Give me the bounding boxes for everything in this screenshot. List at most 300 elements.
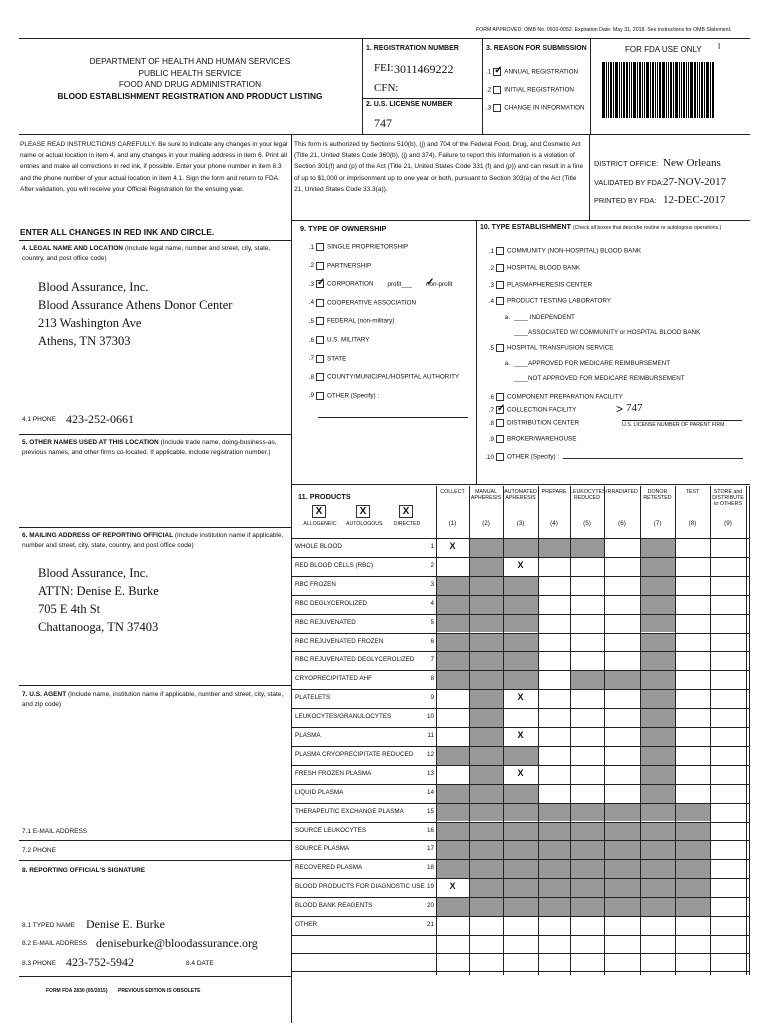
product-mark[interactable]: X <box>517 559 524 570</box>
product-row-line <box>291 765 750 766</box>
product-subtype-box[interactable]: X <box>356 505 370 518</box>
legal-address-line: Blood Assurance, Inc. <box>38 280 149 294</box>
validated-value: 27-NOV-2017 <box>663 176 727 188</box>
product-row-line <box>291 708 750 709</box>
products-na-cell <box>470 860 503 878</box>
product-row-label: PLASMA CRYOPRECIPITATE REDUCED <box>295 750 414 758</box>
ownership-item-number: .5 <box>308 318 314 326</box>
typed-name-value[interactable]: Denise E. Burke <box>86 917 165 931</box>
reason-item-label: INITIAL REGISTRATION <box>504 86 574 94</box>
establishment-item-number: .8 <box>488 419 494 427</box>
products-na-cell <box>470 634 503 652</box>
ownership-label: 9. TYPE OF OWNERSHIP <box>300 224 387 233</box>
ownership-item-number: .1 <box>308 243 314 251</box>
products-na-cell <box>470 558 503 576</box>
product-row-number: 7 <box>430 656 434 664</box>
products-na-cell <box>676 823 710 841</box>
product-row-number: 11 <box>427 732 434 739</box>
products-na-cell <box>504 879 538 897</box>
products-na-cell <box>605 804 640 822</box>
establishment-item-number: .10 <box>485 453 494 461</box>
products-na-cell <box>470 841 503 859</box>
ownership-item[interactable] <box>304 373 459 381</box>
products-na-cell <box>539 860 570 878</box>
official-email-value[interactable]: deniseburke@bloodassurance.org <box>96 936 258 950</box>
products-na-cell <box>605 671 640 689</box>
establishment-item-label: ____ASSOCIATED W/ COMMUNITY or HOSPITAL BLOOD BANK <box>514 329 701 336</box>
products-na-cell <box>470 671 503 689</box>
products-na-cell <box>605 841 640 859</box>
establishment-hint: (Check all boxes that describe routine or autologous operations.) <box>572 225 722 231</box>
products-na-cell <box>641 709 675 727</box>
products-na-cell <box>504 804 538 822</box>
ownership-checkbox[interactable] <box>316 392 324 400</box>
products-na-cell <box>437 860 469 878</box>
profit-option[interactable]: profit___ <box>387 280 412 288</box>
products-na-cell <box>437 898 469 916</box>
products-na-cell <box>504 860 538 878</box>
nonprofit-option[interactable]: non-profit ✓ <box>426 281 453 288</box>
products-na-cell <box>504 841 538 859</box>
product-row-label: RBC DEGLYCEROLIZED <box>295 599 367 607</box>
mailing-hint: (Include institution name if applicable, number and street, city, state, country, and post office code) <box>22 532 284 550</box>
fei-label: FEI: <box>374 62 394 74</box>
product-row-number: 8 <box>430 675 434 683</box>
products-na-cell <box>470 823 503 841</box>
enter-changes-notice: ENTER ALL CHANGES IN RED INK AND CIRCLE. <box>20 227 215 237</box>
product-row-number: 15 <box>426 807 434 815</box>
establishment-heading <box>480 224 721 231</box>
establishment-item-number: .3 <box>488 281 494 289</box>
reason-item-label: CHANGE IN INFORMATION <box>504 104 585 112</box>
product-row-number: 2 <box>430 561 434 569</box>
products-na-cell <box>504 747 538 765</box>
product-row-line <box>291 971 750 972</box>
product-row-number: 12 <box>426 750 434 758</box>
establishment-item[interactable] <box>500 314 575 321</box>
product-row-label: THERAPEUTIC EXCHANGE PLASMA <box>295 807 404 815</box>
reason-item-number: .2 <box>486 86 492 94</box>
reason-item[interactable] <box>486 104 585 112</box>
products-na-cell <box>437 804 469 822</box>
establishment-item[interactable] <box>484 419 579 427</box>
official-phone-value[interactable]: 423-752-5942 <box>66 955 134 969</box>
legal-address[interactable] <box>38 278 232 350</box>
product-row-number: 21 <box>426 921 434 928</box>
barcode-icon <box>602 62 715 118</box>
products-na-cell <box>470 652 503 670</box>
product-column-header: MANUAL APHERESIS <box>470 489 502 501</box>
establishment-item[interactable] <box>500 375 685 382</box>
products-na-cell <box>470 539 503 557</box>
form-number: FORM FDA 2830 (05/2015) <box>46 988 108 994</box>
ownership-item-label: CORPORATION <box>327 280 374 288</box>
product-row-label: FRESH FROZEN PLASMA <box>295 769 372 777</box>
dept-name: DEPARTMENT OF HEALTH AND HUMAN SERVICES <box>89 56 291 66</box>
product-row-number: 20 <box>426 902 434 910</box>
legal-name-hint: (Include legal name, number and street, city, state, country, and post office code) <box>22 245 271 262</box>
establishment-checkbox[interactable] <box>496 264 504 272</box>
establishment-item[interactable] <box>500 360 670 367</box>
registration-number-label: 1. REGISTRATION NUMBER <box>366 45 459 52</box>
product-row-number: 1 <box>430 543 434 550</box>
legal-name-section <box>22 244 287 264</box>
product-row-number: 4 <box>430 599 434 607</box>
establishment-item-number: a. <box>504 360 510 367</box>
products-na-cell <box>470 766 503 784</box>
ownership-checkbox[interactable] <box>316 336 324 344</box>
products-na-cell <box>470 577 503 595</box>
products-na-cell <box>641 539 675 557</box>
omb-statement: FORM APPROVED: OMB No. 0910-0052. Expiration Date: May 31, 2018. See instructions for OMB Statement. <box>476 27 732 33</box>
products-na-cell <box>641 577 675 595</box>
product-column-number: (3) <box>516 520 525 527</box>
ownership-item-label: OTHER (Specify) : <box>327 392 380 400</box>
mailing-address-line: 705 E 4th St <box>38 602 101 616</box>
reason-item-number: .1 <box>486 68 492 76</box>
establishment-item-label: BROKER/WAREHOUSE <box>507 435 577 443</box>
agent-label: 7. U.S. AGENT <box>22 691 67 698</box>
products-grid-column-line <box>710 486 711 975</box>
products-right-edge <box>749 486 750 975</box>
other-names-hint: (Include trade name, doing-business-as, previous names, and other firms co-located. If applicable, include registration number.) <box>22 439 277 457</box>
district-value: New Orleans <box>663 157 721 169</box>
legal-address-line: Athens, TN 37303 <box>38 334 131 348</box>
products-na-cell <box>539 841 570 859</box>
product-row-line <box>291 727 750 728</box>
product-row-number: 18 <box>426 864 434 872</box>
product-column-header: IRRADIATED <box>606 489 638 495</box>
ownership-checkbox[interactable] <box>316 262 324 270</box>
products-na-cell <box>504 615 538 633</box>
product-row-label: RBC FROZEN <box>295 580 336 588</box>
products-grid-column-line <box>746 486 747 975</box>
product-subtype-box[interactable]: X <box>312 505 326 518</box>
products-na-cell <box>641 747 675 765</box>
establishment-item-number: .4 <box>488 297 494 305</box>
ownership-item-label: COUNTY/MUNICIPAL/HOSPITAL AUTHORITY <box>327 373 460 381</box>
product-row-label: BLOOD BANK REAGENTS <box>295 902 373 910</box>
products-na-cell <box>504 898 538 916</box>
establishment-item[interactable] <box>484 344 614 352</box>
products-na-cell <box>605 898 640 916</box>
product-row-number: 5 <box>430 618 434 626</box>
ownership-item-number: .2 <box>308 262 314 270</box>
product-row-line <box>291 916 750 917</box>
ownership-item-label: PARTNERSHIP <box>327 262 372 270</box>
product-row-label: BLOOD PRODUCTS FOR DIAGNOSTIC USE <box>295 883 425 891</box>
fda-name: FOOD AND DRUG ADMINISTRATION <box>118 79 262 90</box>
products-na-cell <box>504 785 538 803</box>
establishment-item-label: PRODUCT TESTING LABORATORY <box>507 297 612 305</box>
establishment-item[interactable] <box>484 453 743 461</box>
products-na-cell <box>676 898 710 916</box>
parent-license-label: U.S. LICENSE NUMBER OF PARENT FIRM <box>622 422 725 428</box>
products-na-cell <box>437 615 469 633</box>
agent-phone-label: 7.2 PHONE <box>22 847 56 854</box>
product-mark[interactable]: X <box>517 692 524 703</box>
establishment-item-label: COMPONENT PREPARATION FACILITY <box>507 393 623 401</box>
agent-hint: (Include name, institution name if applicable, number and street, city, state, and zip code) <box>22 691 284 709</box>
products-na-cell <box>437 634 469 652</box>
ownership-item[interactable] <box>304 317 394 325</box>
product-column-number: (7) <box>653 520 662 527</box>
reason-item[interactable] <box>486 86 574 94</box>
products-na-cell <box>437 671 469 689</box>
establishment-item-label: ____APPROVED FOR MEDICARE REIMBURSEMENT <box>514 360 671 367</box>
legal-address-line: 213 Washington Ave <box>38 316 142 330</box>
ownership-item-label: SINGLE PROPRIETORSHIP <box>327 243 409 251</box>
establishment-item[interactable] <box>484 435 576 443</box>
establishment-checkbox[interactable] <box>496 247 504 255</box>
products-na-cell <box>605 879 640 897</box>
mailing-section <box>22 531 287 552</box>
product-row-number: 14 <box>426 788 434 796</box>
reason-checkbox[interactable] <box>493 68 501 76</box>
establishment-item-label: HOSPITAL TRANSFUSION SERVICE <box>507 344 614 352</box>
establishment-label: 10. TYPE ESTABLISHMENT <box>480 224 571 231</box>
reason-label: 3. REASON FOR SUBMISSION <box>486 45 587 52</box>
product-row-label: SOURCE PLASMA <box>295 845 350 853</box>
establishment-item[interactable] <box>484 264 580 272</box>
product-row-label: CRYOPRECIPITATED AHF <box>295 675 372 683</box>
product-row-label: RECOVERED PLASMA <box>295 864 363 872</box>
product-subtype-label: DIRECTED <box>393 521 421 527</box>
ownership-item-label: U.S. MILITARY <box>327 336 370 344</box>
ownership-item-label: STATE <box>327 355 347 363</box>
parent-bracket: > <box>616 402 624 416</box>
establishment-checkbox[interactable] <box>496 297 504 305</box>
product-row-number: 13 <box>426 769 434 777</box>
agent-email-label: 7.1 E-MAIL ADDRESS <box>22 828 88 835</box>
product-mark[interactable]: X <box>449 541 456 551</box>
product-row-number: 17 <box>426 845 434 853</box>
ownership-checkbox[interactable] <box>316 280 324 288</box>
ownership-item[interactable] <box>304 280 453 288</box>
products-na-cell <box>504 671 538 689</box>
ownership-item[interactable] <box>304 392 379 400</box>
agent-section <box>22 690 287 711</box>
establishment-item[interactable] <box>484 297 611 305</box>
reason-item-number: .3 <box>486 104 492 112</box>
products-na-cell <box>676 804 710 822</box>
ownership-item-label: FEDERAL (non-military) <box>327 318 395 326</box>
products-na-cell <box>470 747 503 765</box>
products-na-cell <box>470 804 503 822</box>
establishment-checkbox[interactable] <box>496 406 504 414</box>
legal-address-line: Blood Assurance Athens Donor Center <box>38 298 233 312</box>
product-mark[interactable]: X <box>449 881 456 892</box>
ownership-item[interactable] <box>304 299 416 307</box>
establishment-checkbox[interactable] <box>496 453 504 461</box>
official-phone-label: 8.3 PHONE <box>22 960 56 967</box>
establishment-item-number: .1 <box>488 247 494 255</box>
ownership-item[interactable] <box>304 262 371 270</box>
form-title: BLOOD ESTABLISHMENT REGISTRATION AND PRODUCT LISTING <box>57 90 323 101</box>
establishment-checkbox[interactable] <box>496 344 504 352</box>
ownership-checkbox[interactable] <box>316 317 324 325</box>
products-na-cell <box>641 898 675 916</box>
product-column-header: STORE and DISTRIBUTE to OTHERS <box>712 489 744 507</box>
product-column-header: PREPARE <box>541 489 567 495</box>
reason-item-label: ANNUAL REGISTRATION <box>504 68 579 76</box>
fei-value[interactable]: 3011469222 <box>394 62 454 76</box>
products-na-cell <box>676 860 710 878</box>
product-row-label: RED BLOOD CELLS (RBC) <box>295 561 374 569</box>
products-na-cell <box>470 879 503 897</box>
establishment-checkbox[interactable] <box>496 435 504 443</box>
establishment-item-number: .2 <box>488 264 494 272</box>
cfn-label: CFN: <box>374 82 399 94</box>
other-names-label: 5. OTHER NAMES USED AT THIS LOCATION <box>22 439 159 446</box>
mailing-address-line: Blood Assurance, Inc. <box>38 566 149 580</box>
establishment-checkbox[interactable] <box>496 393 504 401</box>
product-column-header: DONOR RETESTED <box>643 489 672 501</box>
product-row-number: 10 <box>426 713 434 721</box>
products-na-cell <box>470 898 503 916</box>
products-na-cell <box>641 671 675 689</box>
ownership-item-number: .3 <box>308 280 314 288</box>
establishment-item-label: PLASMAPHERESIS CENTER <box>507 281 593 289</box>
establishment-item-number: .6 <box>488 393 494 401</box>
signature-label: 8. REPORTING OFFICIAL'S SIGNATURE <box>22 867 146 874</box>
license-number-value[interactable]: 747 <box>374 116 392 130</box>
products-na-cell <box>539 879 570 897</box>
establishment-checkbox[interactable] <box>496 281 504 289</box>
ownership-checkbox[interactable] <box>316 243 324 251</box>
reason-checkbox[interactable] <box>493 86 501 94</box>
product-row-number: 9 <box>430 694 434 702</box>
mailing-address[interactable] <box>38 564 159 636</box>
products-na-cell <box>470 728 503 746</box>
ownership-item-number: .6 <box>308 336 314 344</box>
product-column-number: (4) <box>550 520 558 527</box>
products-na-cell <box>641 728 675 746</box>
products-na-cell <box>437 577 469 595</box>
product-row-label: WHOLE BLOOD <box>295 543 342 550</box>
product-row-line <box>291 557 750 558</box>
products-na-cell <box>571 860 604 878</box>
product-row-line <box>291 935 750 936</box>
product-mark[interactable]: X <box>517 767 524 778</box>
parent-license-value[interactable]: 747 <box>626 402 643 414</box>
printed-value: 12-DEC-2017 <box>663 194 726 206</box>
product-column-number: (6) <box>618 520 626 527</box>
ownership-item[interactable] <box>304 355 346 363</box>
product-column-number: (9) <box>724 520 732 527</box>
products-na-cell <box>641 860 675 878</box>
reason-item[interactable] <box>486 68 578 76</box>
instructions-text: PLEASE READ INSTRUCTIONS CAREFULLY. Be sure to indicate any changes in your legal name or actual location in item 4, and any changes in your mailing address in item 6. Print all entries and make all corrections in red ink, if possible. Enter your phone number in item 8.3 and the phone number of your actual location in item 4.1. Sign the form and return to FDA. After validation, you will receive your Official Registration for the ensuing year. <box>20 141 288 193</box>
ownership-checkbox[interactable] <box>316 373 324 381</box>
ownership-checkbox[interactable] <box>316 355 324 363</box>
products-na-cell <box>539 804 570 822</box>
product-subtype-label: ALLOGENEIC <box>303 521 337 527</box>
phs-name: PUBLIC HEALTH SERVICE <box>138 67 242 78</box>
establishment-item[interactable] <box>484 393 623 401</box>
establishment-item[interactable] <box>484 406 576 414</box>
validated-label: VALIDATED BY FDA: <box>594 178 664 187</box>
products-na-cell <box>676 879 710 897</box>
establishment-checkbox[interactable] <box>496 419 504 427</box>
products-na-cell <box>437 841 469 859</box>
ownership-item-number: .8 <box>308 373 314 381</box>
products-na-cell <box>571 804 604 822</box>
location-phone-value[interactable]: 423-252-0661 <box>66 412 134 426</box>
product-mark[interactable]: X <box>517 730 524 740</box>
product-row-label: PLATELETS <box>295 694 331 702</box>
establishment-item-number: .9 <box>488 435 494 443</box>
product-subtype-box[interactable]: X <box>399 505 413 518</box>
product-row-label: SOURCE LEUKOCYTES <box>295 826 367 834</box>
products-na-cell <box>539 539 570 557</box>
official-email-label: 8.2 E-MAIL ADDRESS <box>22 940 88 947</box>
products-na-cell <box>571 898 604 916</box>
ownership-item-label: COOPERATIVE ASSOCIATION <box>327 299 416 307</box>
product-row-number: 3 <box>430 580 434 588</box>
products-na-cell <box>641 634 675 652</box>
product-row-label: RBC REJUVENATED FROZEN <box>295 637 384 645</box>
location-phone-label: 4.1 PHONE <box>22 416 56 423</box>
product-column-header: AUTOMATED APHERESIS <box>504 489 537 501</box>
establishment-item[interactable] <box>500 329 700 336</box>
ownership-item[interactable] <box>304 336 369 344</box>
product-column-header: TEST <box>685 489 700 495</box>
agency-block <box>30 56 350 102</box>
products-na-cell <box>641 841 675 859</box>
reason-checkbox[interactable] <box>493 104 501 112</box>
products-na-cell <box>605 860 640 878</box>
product-row-number: 6 <box>430 637 434 645</box>
products-na-cell <box>504 539 538 557</box>
products-label: 11. PRODUCTS <box>298 492 351 501</box>
legal-name-label: 4. LEGAL NAME AND LOCATION <box>22 245 123 252</box>
ownership-item[interactable] <box>304 243 408 251</box>
products-na-cell <box>641 766 675 784</box>
products-na-cell <box>641 596 675 614</box>
typed-name-label: 8.1 TYPED NAME <box>22 922 75 929</box>
ownership-item-number: .9 <box>308 392 314 400</box>
products-na-cell <box>437 747 469 765</box>
establishment-item-label: DISTRIBUTION CENTER <box>507 419 580 427</box>
product-row-label: OTHER <box>295 921 318 928</box>
mailing-address-line: ATTN: Denise E. Burke <box>38 584 159 598</box>
product-row-label: PLASMA <box>295 732 321 739</box>
establishment-item-label: HOSPITAL BLOOD BANK <box>507 264 581 272</box>
establishment-item[interactable] <box>484 247 641 255</box>
product-subtype-label: AUTOLOGOUS <box>346 521 383 527</box>
district-label: DISTRICT OFFICE: <box>594 159 659 168</box>
products-na-cell <box>539 898 570 916</box>
establishment-other-line[interactable] <box>563 458 743 459</box>
date-label: 8.4 DATE <box>186 960 214 967</box>
mailing-address-line: Chattanooga, TN 37403 <box>38 620 159 634</box>
establishment-item-number: .7 <box>488 406 494 414</box>
product-row-line <box>291 689 750 690</box>
products-na-cell <box>571 671 604 689</box>
edition-note: PREVIOUS EDITION IS OBSOLETE <box>118 988 201 994</box>
establishment-item-label: ____NOT APPROVED FOR MEDICARE REIMBURSEMENT <box>514 375 685 382</box>
fda-use-label: FOR FDA USE ONLY <box>625 45 702 54</box>
products-na-cell <box>676 841 710 859</box>
establishment-item[interactable] <box>484 281 592 289</box>
products-na-cell <box>470 709 503 727</box>
ownership-item-number: .7 <box>308 355 314 363</box>
ownership-checkbox[interactable] <box>316 299 324 307</box>
product-row-label: RBC REJUVENATED <box>295 618 356 626</box>
authority-text: This form is authorized by Sections 510(b), (j) and 704 of the Federal Food, Drug, and Cosmetic Act (Title 21, United States Code 360(b), (j) and 374). Failure to report this information is a violation of Section 301(f) and (p) of the Act (Title 21, United States Code 331 (f) and (p)) and can result in a fine of up to $1,000 or imprisonment up to one year or both, pursuant to Section 303(a) of the Act (Title 21, United States Code 33.3(a)). <box>294 141 584 193</box>
product-row-number: 19 <box>426 883 434 891</box>
